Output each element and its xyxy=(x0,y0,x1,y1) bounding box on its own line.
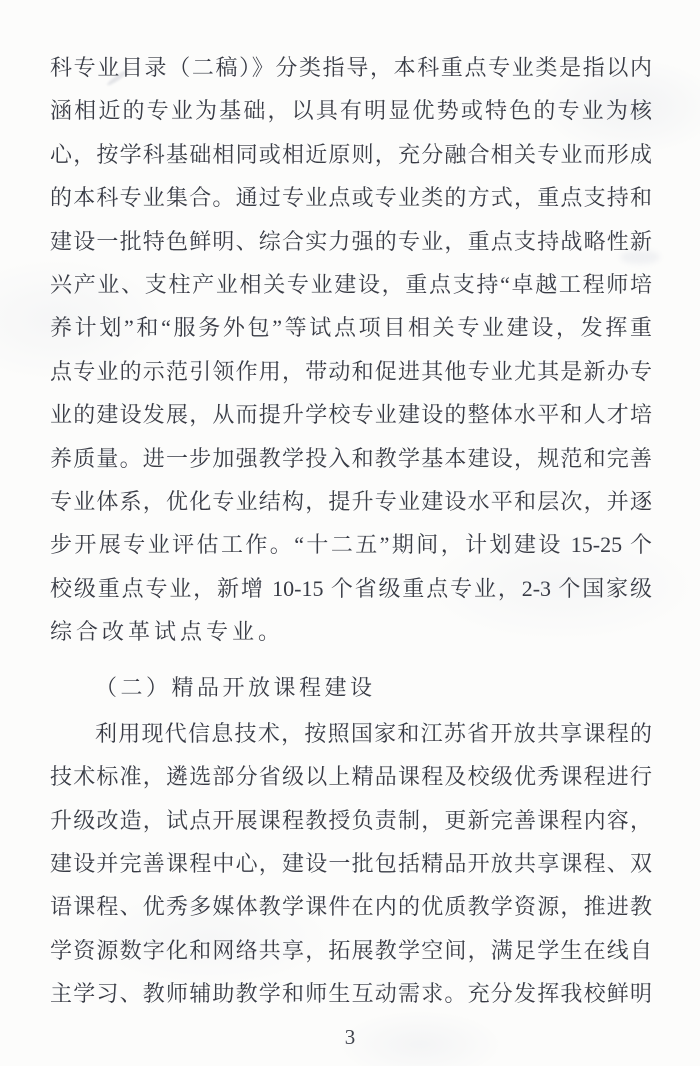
paragraph1-line: 专业体系，优化专业结构，提升专业建设水平和层次，并逐 xyxy=(50,488,652,514)
paragraph1-line: 涵相近的专业为基础，以具有明显优势或特色的专业为核 xyxy=(50,98,652,124)
paragraph1-line: 的本科专业集合。通过专业点或专业类的方式，重点支持和 xyxy=(50,185,652,211)
section-heading: （二）精品开放课程建设 xyxy=(95,675,376,701)
paragraph1-line: 业的建设发展，从而提升学校专业建设的整体水平和人才培 xyxy=(50,402,652,428)
paragraph1-line: 养质量。进一步加强教学投入和教学基本建设，规范和完善 xyxy=(50,445,652,471)
paragraph2-line: 利用现代信息技术，按照国家和江苏省开放共享课程的 xyxy=(95,720,652,746)
paragraph2-line: 学资源数字化和网络共享，拓展教学空间，满足学生在线自 xyxy=(50,937,652,963)
paragraph1-line: 心，按学科基础相同或相近原则，充分融合相关专业而形成 xyxy=(50,141,652,167)
paragraph1-line: 养计划”和“服务外包”等试点项目相关专业建设，发挥重 xyxy=(50,315,652,341)
paragraph1-line: 综合改革试点专业。 xyxy=(50,619,285,645)
paragraph1-line: 步开展专业评估工作。“十二五”期间，计划建设 15-25 个 xyxy=(50,532,652,558)
paragraph2-line: 技术标准，遴选部分省级以上精品课程及校级优秀课程进行 xyxy=(50,764,652,790)
page-number: 3 xyxy=(344,1025,356,1049)
paragraph1-line: 建设一批特色鲜明、综合实力强的专业，重点支持战略性新 xyxy=(50,228,652,254)
paragraph2-line: 建设并完善课程中心，建设一批包括精品开放共享课程、双 xyxy=(50,851,652,877)
paragraph2-line: 语课程、优秀多媒体教学课件在内的优质教学资源，推进教 xyxy=(50,894,652,920)
paragraph2-line: 升级改造，试点开展课程教授负责制，更新完善课程内容， xyxy=(50,807,652,833)
paragraph1-line: 点专业的示范引领作用，带动和促进其他专业尤其是新办专 xyxy=(50,358,652,384)
paragraph2-line: 主学习、教师辅助教学和师生互动需求。充分发挥我校鲜明 xyxy=(50,981,652,1007)
paragraph1-line: 科专业目录（二稿）》分类指导，本科重点专业类是指以内 xyxy=(50,55,652,80)
paragraph1-line: 校级重点专业，新增 10-15 个省级重点专业，2-3 个国家级 xyxy=(50,575,652,601)
body-text-block xyxy=(50,46,652,1016)
paragraph1-line: 兴产业、支柱产业相关专业建设，重点支持“卓越工程师培 xyxy=(50,271,652,297)
